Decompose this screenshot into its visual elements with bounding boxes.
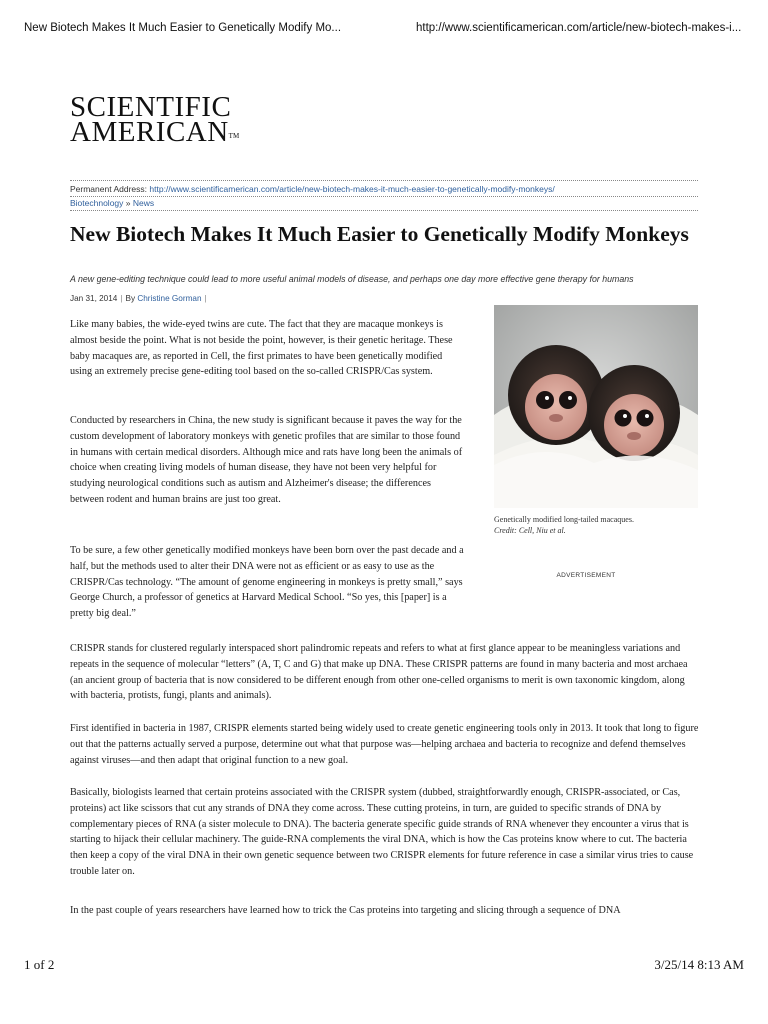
article-title: New Biotech Makes It Much Easier to Genetically Modify Monkeys bbox=[70, 222, 689, 246]
advertisement-label: ADVERTISEMENT bbox=[556, 572, 616, 579]
breadcrumb-subsection-link[interactable]: News bbox=[132, 198, 155, 208]
photo-caption bbox=[494, 514, 704, 536]
article-paragraph: CRISPR stands for clustered regularly interspaced short palindromic repeats and refers to what at first glance appear to be meaningless variations and repeats in the sequence of molecular “letters” (A, T, C and G) that make up DNA. These CRISPR patterns are found in many bacteria and most archaea (an ancient group of bacteria that is now considered to be different enough from other one-celled organisms to merit is own taxonomic kingdom, along with bacteria, protists, fungi, plants and animals). bbox=[70, 643, 688, 702]
print-page-number: 1 of 2 bbox=[24, 957, 55, 972]
photo-caption-text: Genetically modified long-tailed macaques. bbox=[494, 515, 634, 524]
article-paragraph: In the past couple of years researchers have learned how to trick the Cas proteins into targeting and slicing through a sequence of DNA bbox=[70, 905, 621, 916]
byline-separator: | bbox=[204, 294, 207, 303]
breadcrumb bbox=[70, 198, 154, 208]
article-paragraph: To be sure, a few other genetically modified monkeys have been born over the past decade and a half, but the methods used to alter their DNA were not as efficient or as easy to use as the CRISPR/Cas technology. “The amount of genome engineering in monkeys is pretty small,” says George Church, a professor of genetics at Harvard Medical School. “So yes, this [paper] is a pretty big deal.” bbox=[70, 545, 464, 620]
article-paragraph: Basically, biologists learned that certain proteins associated with the CRISPR system (dubbed, straightforwardly enough, CRISPR-associated, or Cas, proteins) act like scissors that cut any strands of DNA they come across. These cutting proteins, in turn, are guided to specific strands of DNA by complementary pieces of RNA (a sister molecule to DNA). The bacteria generate specific guide strands of RNA whenever they encounter a virus that is starting to hijack their cellular machinery. The guide-RNA complements the viral DNA, which is how the Cas proteins know where to cut. The bacteria then keep a copy of the viral DNA in their own genetic sequence between two CRISPR elements for future reference in case a similar virus tries to cause trouble later on. bbox=[70, 787, 694, 877]
logo-line-2: AMERICAN bbox=[70, 116, 229, 148]
permanent-address-label: Permanent Address: bbox=[70, 184, 148, 194]
divider bbox=[70, 196, 698, 197]
breadcrumb-section-link[interactable]: Biotechnology bbox=[70, 198, 124, 208]
photo-credit: Credit: Cell, Niu et al. bbox=[494, 526, 566, 535]
site-logo[interactable] bbox=[70, 91, 240, 148]
author-link[interactable]: Christine Gorman bbox=[137, 294, 202, 303]
divider bbox=[70, 210, 698, 211]
article-paragraph: First identified in bacteria in 1987, CRISPR elements started being widely used to create genetic engineering tools only in 2013. It took that long to figure out that the patterns actually served a purpose, determine out what that purpose was—helping archaea and bacteria to recognize and defend themselves against viruses—and then adapt that original function to a new goal. bbox=[70, 723, 699, 766]
macaque-twins-photo bbox=[494, 305, 698, 508]
article-date: Jan 31, 2014 bbox=[70, 294, 118, 303]
permanent-address bbox=[70, 184, 710, 194]
byline-prefix: By bbox=[125, 294, 136, 303]
print-timestamp: 3/25/14 8:13 AM bbox=[654, 957, 744, 972]
breadcrumb-separator: » bbox=[125, 198, 131, 208]
logo-line-1: SCIENTIFIC bbox=[70, 91, 232, 123]
logo-line-2-wrap bbox=[70, 116, 240, 148]
logo-trademark: TM bbox=[228, 132, 240, 140]
article-paragraph: Like many babies, the wide-eyed twins are cute. The fact that they are macaque monkeys is almost beside the point. What is not beside the point, however, is their genetic heritage. These baby macaques are, as reported in Cell, the first primates to have been genetically modified using an extremely precise gene-editing tool based on the so-called CRISPR/Cas system. bbox=[70, 319, 453, 378]
article-paragraph: Conducted by researchers in China, the new study is significant because it paves the way for the custom development of laboratory monkeys with genetic profiles that are similar to those found in humans with certain medical disorders. Although mice and rats have long been the animals of choice when creating living models of human disease, they have not been very helpful for studying neurological conditions such as autism and Alzheimer's disease; the differences between rodent and human brains are just too great. bbox=[70, 415, 463, 505]
article-dek: A new gene-editing technique could lead to more useful animal models of disease, and perhaps one day more effective gene therapy for humans bbox=[70, 274, 634, 284]
print-page-title: New Biotech Makes It Much Easier to Genetically Modify Mo... bbox=[24, 22, 342, 34]
print-page-url: http://www.scientificamerican.com/article/new-biotech-makes-i... bbox=[416, 22, 742, 34]
photo-illustration bbox=[494, 305, 698, 508]
byline-separator: | bbox=[120, 294, 123, 303]
divider bbox=[70, 180, 698, 181]
byline bbox=[70, 294, 210, 303]
permanent-address-link[interactable]: http://www.scientificamerican.com/article/new-biotech-makes-it-much-easier-to-genetically-modify-monkeys/ bbox=[149, 184, 555, 194]
